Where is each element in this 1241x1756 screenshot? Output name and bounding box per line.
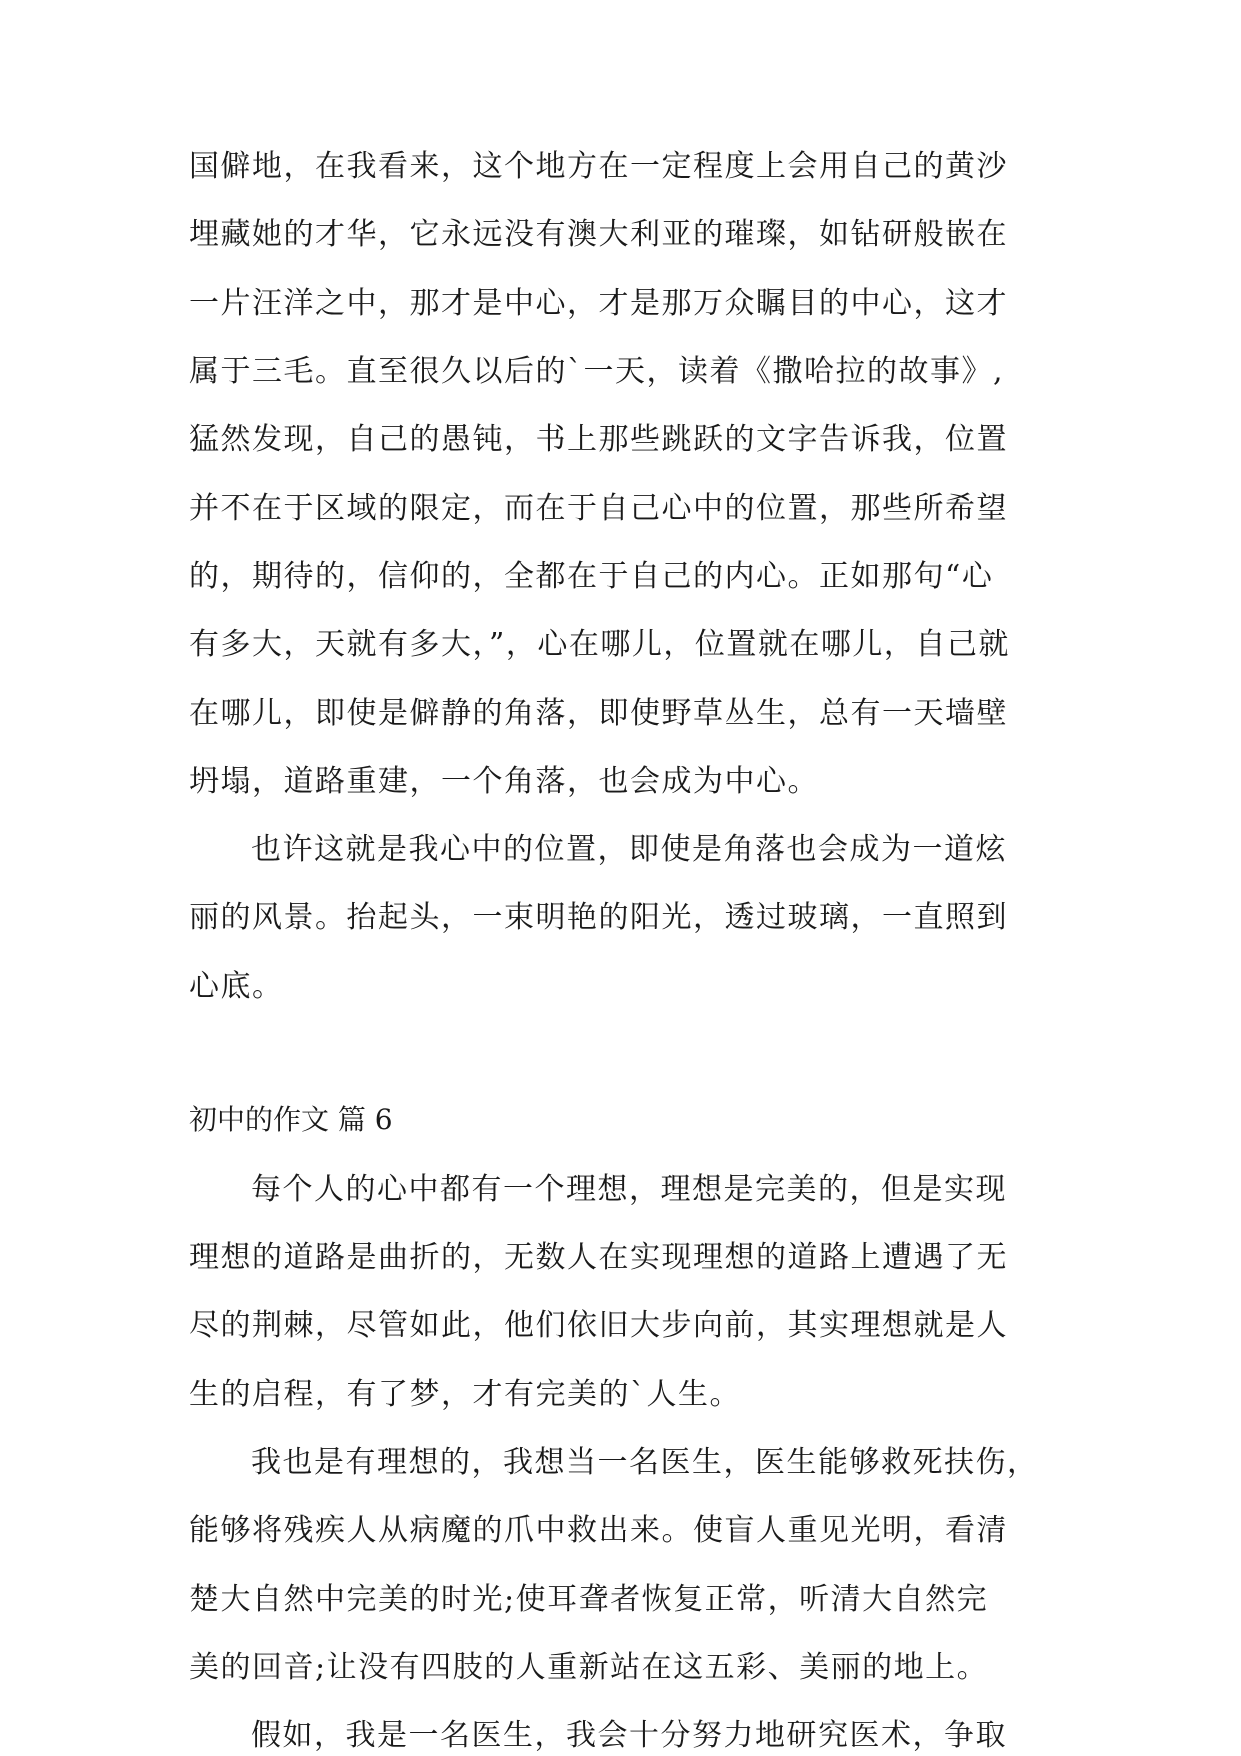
text-line: 一片汪洋之中，那才是中心，才是那万众瞩目的中心，这才 — [189, 286, 1008, 321]
text-line: 我也是有理想的，我想当一名医生，医生能够救死扶伤， — [251, 1445, 1039, 1480]
text-line: 有多大，天就有多大，”，心在哪儿，位置就在哪儿，自己就 — [189, 627, 1010, 662]
text-line: 生的启程，有了梦，才有完美的`人生。 — [189, 1377, 741, 1412]
text-line: 丽的风景。抬起头，一束明艳的阳光，透过玻璃，一直照到 — [189, 900, 1008, 935]
text-line: 也许这就是我心中的位置，即使是角落也会成为一道炫 — [251, 832, 1007, 867]
text-line: 国僻地，在我看来，这个地方在一定程度上会用自己的黄沙 — [189, 149, 1008, 184]
text-line: 属于三毛。直至很久以后的`一天，读着《撒哈拉的故事》, — [189, 354, 1005, 389]
text-line: 并不在于区域的限定，而在于自己心中的位置，那些所希望 — [189, 491, 1008, 526]
text-line: 埋藏她的才华，它永远没有澳大利亚的璀璨，如钻研般嵌在 — [189, 217, 1008, 252]
text-line: 每个人的心中都有一个理想，理想是完美的，但是实现 — [251, 1172, 1007, 1207]
section-heading: 初中的作文 篇 6 — [189, 1103, 393, 1136]
text-line: 楚大自然中完美的时光;使耳聋者恢复正常，听清大自然完 — [189, 1582, 989, 1617]
text-line: 美的回音;让没有四肢的人重新站在这五彩、美丽的地上。 — [189, 1650, 989, 1685]
text-line: 尽的荆棘，尽管如此，他们依旧大步向前，其实理想就是人 — [189, 1308, 1008, 1343]
text-line: 坍塌，道路重建，一个角落，也会成为中心。 — [189, 764, 819, 799]
text-line: 假如，我是一名医生，我会十分努力地研究医术，争取 — [251, 1718, 1007, 1753]
text-line: 的，期待的，信仰的，全都在于自己的内心。正如那句“心 — [189, 559, 994, 594]
text-line: 心底。 — [189, 969, 284, 1004]
text-line: 能够将残疾人从病魔的爪中救出来。使盲人重见光明，看清 — [189, 1513, 1008, 1548]
text-line: 理想的道路是曲折的，无数人在实现理想的道路上遭遇了无 — [189, 1240, 1008, 1275]
text-line: 在哪儿，即使是僻静的角落，即使野草丛生，总有一天墙壁 — [189, 696, 1008, 731]
text-line: 猛然发现，自己的愚钝，书上那些跳跃的文字告诉我，位置 — [189, 422, 1008, 457]
